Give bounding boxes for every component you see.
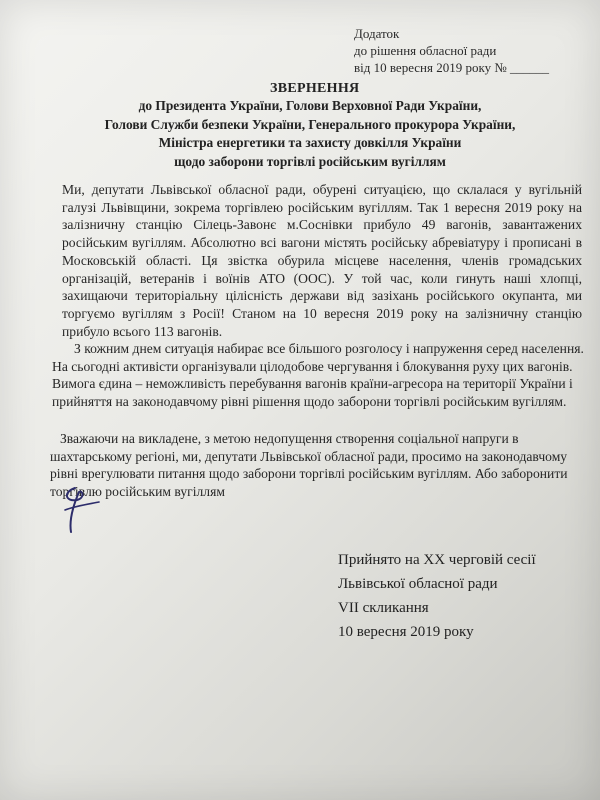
body-paragraph-2: З кожним днем ситуація набирає все більшого розголосу і напруження серед населення. На сьогодні активісти організували цілодобове чергування і блокування руху цих вагонів. Вимога єдина – неможливість перебування вагонів країни-агресора на території України і прийняття на законодавчому рівні рішення щодо заборони торгівлі російським вугіллям.: [52, 341, 584, 410]
document-title: ЗВЕРНЕННЯ: [270, 81, 360, 96]
addressee-line: до Президента України, Голови Верховної Ради України,: [138, 98, 482, 113]
handwritten-mark-icon: [55, 480, 115, 535]
addressee-line: Голови Служби безпеки України, Генерального прокурора України,: [104, 116, 516, 132]
subject-line: щодо заборони торгівлі російським вугіллям: [174, 153, 446, 169]
adoption-convocation: VII скликання: [338, 600, 429, 616]
annex-decision: до рішення обласної ради: [354, 43, 497, 58]
adoption-council: Львівської обласної ради: [338, 576, 498, 592]
body-paragraph-1: Ми, депутати Львівської обласної ради, обурені ситуацією, що склалася у вугільній галузі Львівщини, зокрема торгівлею російським вугіллям. Так 1 вересня 2019 року на залізничну станцію Сілець-Завонє м.Соснівки прибуло 49 вагонів, завантажених російським вугіллям. Абсолютно всі вагони містять російську абревіатуру і прописані в Московській області. Ця звістка обурила місцеве населення, членів громадських організацій, ветеранів і воїнів АТО (ООС). У той час, коли гинуть наші хлопці, захищаючи територіальну цілісність держави від зазіхань російського окупанта, ми торгуємо вугіллям з Росії! Станом на 10 вересня 2019 року на залізничну станцію прибуло всього 113 вагонів.: [62, 182, 582, 339]
addressee-line: Міністра енергетики та захисту довкілля України: [158, 135, 462, 150]
addressees-block: [60, 97, 560, 171]
adoption-session: Прийнято на XX черговій сесії: [338, 552, 536, 568]
body-paragraph-3: Зважаючи на викладене, з метою недопущення створення соціальної напруги в шахтарському регіоні, ми, депутати Львівської обласної ради, просимо на законодавчому рівні врегулювати питання щодо заборони торгівлі російським вугіллям. Або заборонити торгівлю російським вугіллям: [50, 431, 568, 500]
annex-header: [354, 25, 584, 76]
annex-date-number: від 10 вересня 2019 року № ______: [354, 60, 550, 75]
annex-label: Додаток: [354, 26, 400, 41]
adoption-block: [338, 548, 588, 644]
adoption-date: 10 вересня 2019 року: [338, 624, 474, 640]
